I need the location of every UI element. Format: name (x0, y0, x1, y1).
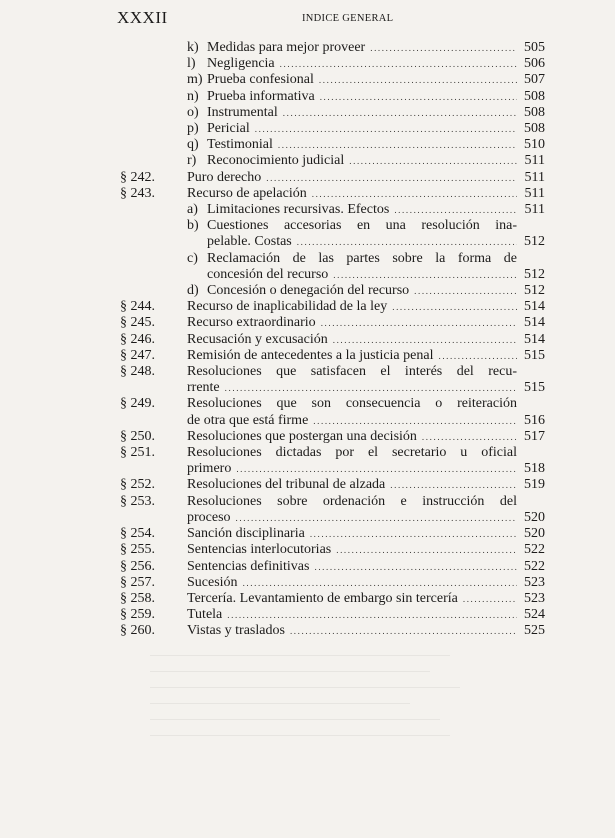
entry-page-number: 511 (524, 202, 545, 218)
section-number: § 250. (120, 428, 155, 444)
toc-subentry (120, 56, 545, 72)
entry-page-number: 518 (524, 461, 545, 477)
entry-page-number: 510 (524, 137, 545, 153)
dot-leader (333, 332, 517, 348)
toc-section-entry (120, 396, 545, 428)
subentry-letter: q) (187, 137, 199, 153)
entry-title: Resoluciones que son consecuencia o reiteración (187, 396, 517, 412)
entry-page-number: 522 (524, 558, 545, 574)
section-number: § 251. (120, 445, 155, 461)
subentry-letter: l) (187, 56, 196, 72)
dot-leader (255, 121, 517, 137)
dot-leader (438, 348, 517, 364)
subentry-letter: b) (187, 218, 199, 234)
bleed-through (120, 640, 540, 760)
toc-section-entry (120, 348, 545, 364)
section-number: § 254. (120, 526, 155, 542)
entry-title: primero (187, 461, 232, 477)
entry-title: Remisión de antecedentes a la justicia penal (187, 347, 434, 363)
entry-page-number: 523 (524, 590, 545, 606)
toc-section-entry (120, 494, 545, 526)
section-number: § 252. (120, 477, 155, 493)
dot-leader (370, 40, 517, 56)
entry-title: proceso (187, 509, 231, 525)
toc-subentry (120, 153, 545, 169)
dot-leader (414, 283, 517, 299)
section-number: § 245. (120, 315, 155, 331)
entry-page-number: 512 (524, 266, 545, 282)
entry-page-number: 514 (524, 299, 545, 315)
entry-title: Resoluciones del tribunal de alzada (187, 477, 386, 493)
dot-leader (280, 56, 517, 72)
section-number: § 246. (120, 331, 155, 347)
entry-title: Cuestiones accesorias en una resolución ina- (207, 218, 517, 234)
entry-page-number: 511 (524, 185, 545, 201)
entry-page-number: 508 (524, 121, 545, 137)
dot-leader (319, 72, 517, 88)
toc-section-entry (120, 575, 545, 591)
entry-page-number: 514 (524, 331, 545, 347)
section-number: § 248. (120, 364, 155, 380)
entry-page-number: 517 (524, 428, 545, 444)
entry-title: Sentencias interlocutorias (187, 542, 332, 558)
entry-title: concesión del recurso (207, 266, 329, 282)
dot-leader (336, 542, 517, 558)
entry-page-number: 512 (524, 234, 545, 250)
entry-page-number: 516 (524, 412, 545, 428)
section-number: § 257. (120, 574, 155, 590)
section-number: § 255. (120, 542, 155, 558)
entry-title: Recurso de inaplicabilidad de la ley (187, 299, 388, 315)
entry-page-number: 511 (524, 153, 545, 169)
toc-section-entry (120, 623, 545, 639)
dot-leader (313, 413, 517, 429)
section-number: § 242. (120, 169, 155, 185)
entry-page-number: 508 (524, 104, 545, 120)
dot-leader (320, 89, 517, 105)
entry-page-number: 522 (524, 542, 545, 558)
entry-title: Pericial (207, 121, 250, 137)
subentry-letter: a) (187, 202, 198, 218)
toc-subentry (120, 72, 545, 88)
entry-title: Concesión o denegación del recurso (207, 283, 410, 299)
section-number: § 249. (120, 396, 155, 412)
section-number: § 258. (120, 590, 155, 606)
entry-page-number: 524 (524, 607, 545, 623)
entry-title: de otra que está firme (187, 412, 309, 428)
subentry-letter: p) (187, 121, 199, 137)
entry-title: Instrumental (207, 104, 278, 120)
entry-title: Recurso de apelación (187, 185, 307, 201)
entry-title: pelable. Costas (207, 234, 292, 250)
entry-title: Vistas y traslados (187, 623, 285, 639)
section-number: § 243. (120, 185, 155, 201)
running-head: INDICE GENERAL (302, 13, 394, 24)
dot-leader (394, 202, 517, 218)
subentry-letter: c) (187, 250, 198, 266)
section-number: § 259. (120, 607, 155, 623)
entry-page-number: 514 (524, 315, 545, 331)
dot-leader (227, 607, 517, 623)
entry-title: Reconocimiento judicial (207, 153, 345, 169)
entry-title: Reclamación de las partes sobre la forma de (207, 250, 517, 266)
subentry-letter: k) (187, 40, 199, 55)
toc-section-entry (120, 542, 545, 558)
dot-leader (266, 170, 517, 186)
dot-leader (278, 137, 517, 153)
entry-page-number: 512 (524, 283, 545, 299)
entry-title: rrente (187, 380, 220, 396)
table-of-contents (120, 40, 545, 640)
entry-title: Limitaciones recursivas. Efectos (207, 202, 390, 218)
subentry-letter: m) (187, 72, 203, 88)
subentry-letter: o) (187, 104, 199, 120)
entry-title: Resoluciones dictadas por el secretario u oficial (187, 445, 517, 461)
entry-page-number: 511 (524, 169, 545, 185)
entry-title: Tercería. Levantamiento de embargo sin tercería (187, 590, 458, 606)
dot-leader (333, 267, 517, 283)
toc-section-entry (120, 170, 545, 186)
dot-leader (321, 315, 517, 331)
section-number: § 253. (120, 493, 155, 509)
toc-section-entry (120, 315, 545, 331)
toc-subentry (120, 40, 545, 56)
subentry-letter: d) (187, 283, 199, 299)
toc-section-entry (120, 299, 545, 315)
toc-section-entry (120, 526, 545, 542)
entry-title: Resoluciones sobre ordenación e instrucción del (187, 493, 517, 509)
toc-subentry (120, 283, 545, 299)
toc-section-entry (120, 559, 545, 575)
dot-leader (422, 429, 517, 445)
toc-subentry (120, 202, 545, 218)
toc-section-entry (120, 477, 545, 493)
dot-leader (236, 461, 517, 477)
dot-leader (283, 105, 517, 121)
dot-leader (349, 153, 517, 169)
entry-title: Puro derecho (187, 169, 262, 185)
entry-title: Recusación y excusación (187, 331, 328, 347)
dot-leader (312, 186, 517, 202)
entry-page-number: 520 (524, 526, 545, 542)
dot-leader (463, 591, 517, 607)
section-number: § 260. (120, 623, 155, 639)
dot-leader (392, 299, 517, 315)
entry-page-number: 519 (524, 477, 545, 493)
toc-subentry (120, 251, 545, 283)
entry-title: Recurso extraordinario (187, 315, 316, 331)
toc-section-entry (120, 186, 545, 202)
dot-leader (236, 510, 517, 526)
entry-title: Prueba informativa (207, 88, 315, 104)
toc-section-entry (120, 429, 545, 445)
dot-leader (314, 559, 517, 575)
entry-title: Resoluciones que satisfacen el interés del recu- (187, 364, 517, 380)
entry-title: Medidas para mejor proveer (207, 40, 366, 55)
toc-subentry (120, 137, 545, 153)
entry-title: Sanción disciplinaria (187, 526, 305, 542)
dot-leader (290, 623, 517, 639)
dot-leader (243, 575, 517, 591)
entry-title: Sentencias definitivas (187, 558, 310, 574)
page-number: XXXII (117, 8, 168, 27)
entry-page-number: 515 (524, 380, 545, 396)
entry-title: Prueba confesional (207, 72, 314, 88)
entry-title: Negligencia (207, 56, 275, 72)
section-number: § 256. (120, 558, 155, 574)
dot-leader (225, 380, 517, 396)
entry-page-number: 525 (524, 623, 545, 639)
dot-leader (297, 234, 517, 250)
entry-page-number: 520 (524, 509, 545, 525)
toc-section-entry (120, 607, 545, 623)
toc-section-entry (120, 364, 545, 396)
entry-page-number: 505 (524, 40, 545, 55)
entry-title: Testimonial (207, 137, 273, 153)
entry-title: Tutela (187, 607, 223, 623)
toc-subentry (120, 105, 545, 121)
section-number: § 247. (120, 347, 155, 363)
entry-page-number: 508 (524, 88, 545, 104)
toc-section-entry (120, 445, 545, 477)
section-number: § 244. (120, 299, 155, 315)
toc-subentry (120, 218, 545, 250)
toc-section-entry (120, 332, 545, 348)
toc-section-entry (120, 591, 545, 607)
dot-leader (390, 477, 517, 493)
entry-title: Sucesión (187, 574, 238, 590)
entry-page-number: 507 (524, 72, 545, 88)
entry-page-number: 523 (524, 574, 545, 590)
entry-page-number: 506 (524, 56, 545, 72)
subentry-letter: n) (187, 88, 199, 104)
toc-subentry (120, 121, 545, 137)
toc-subentry (120, 89, 545, 105)
dot-leader (310, 526, 517, 542)
subentry-letter: r) (187, 153, 197, 169)
entry-title: Resoluciones que postergan una decisión (187, 428, 417, 444)
entry-page-number: 515 (524, 347, 545, 363)
